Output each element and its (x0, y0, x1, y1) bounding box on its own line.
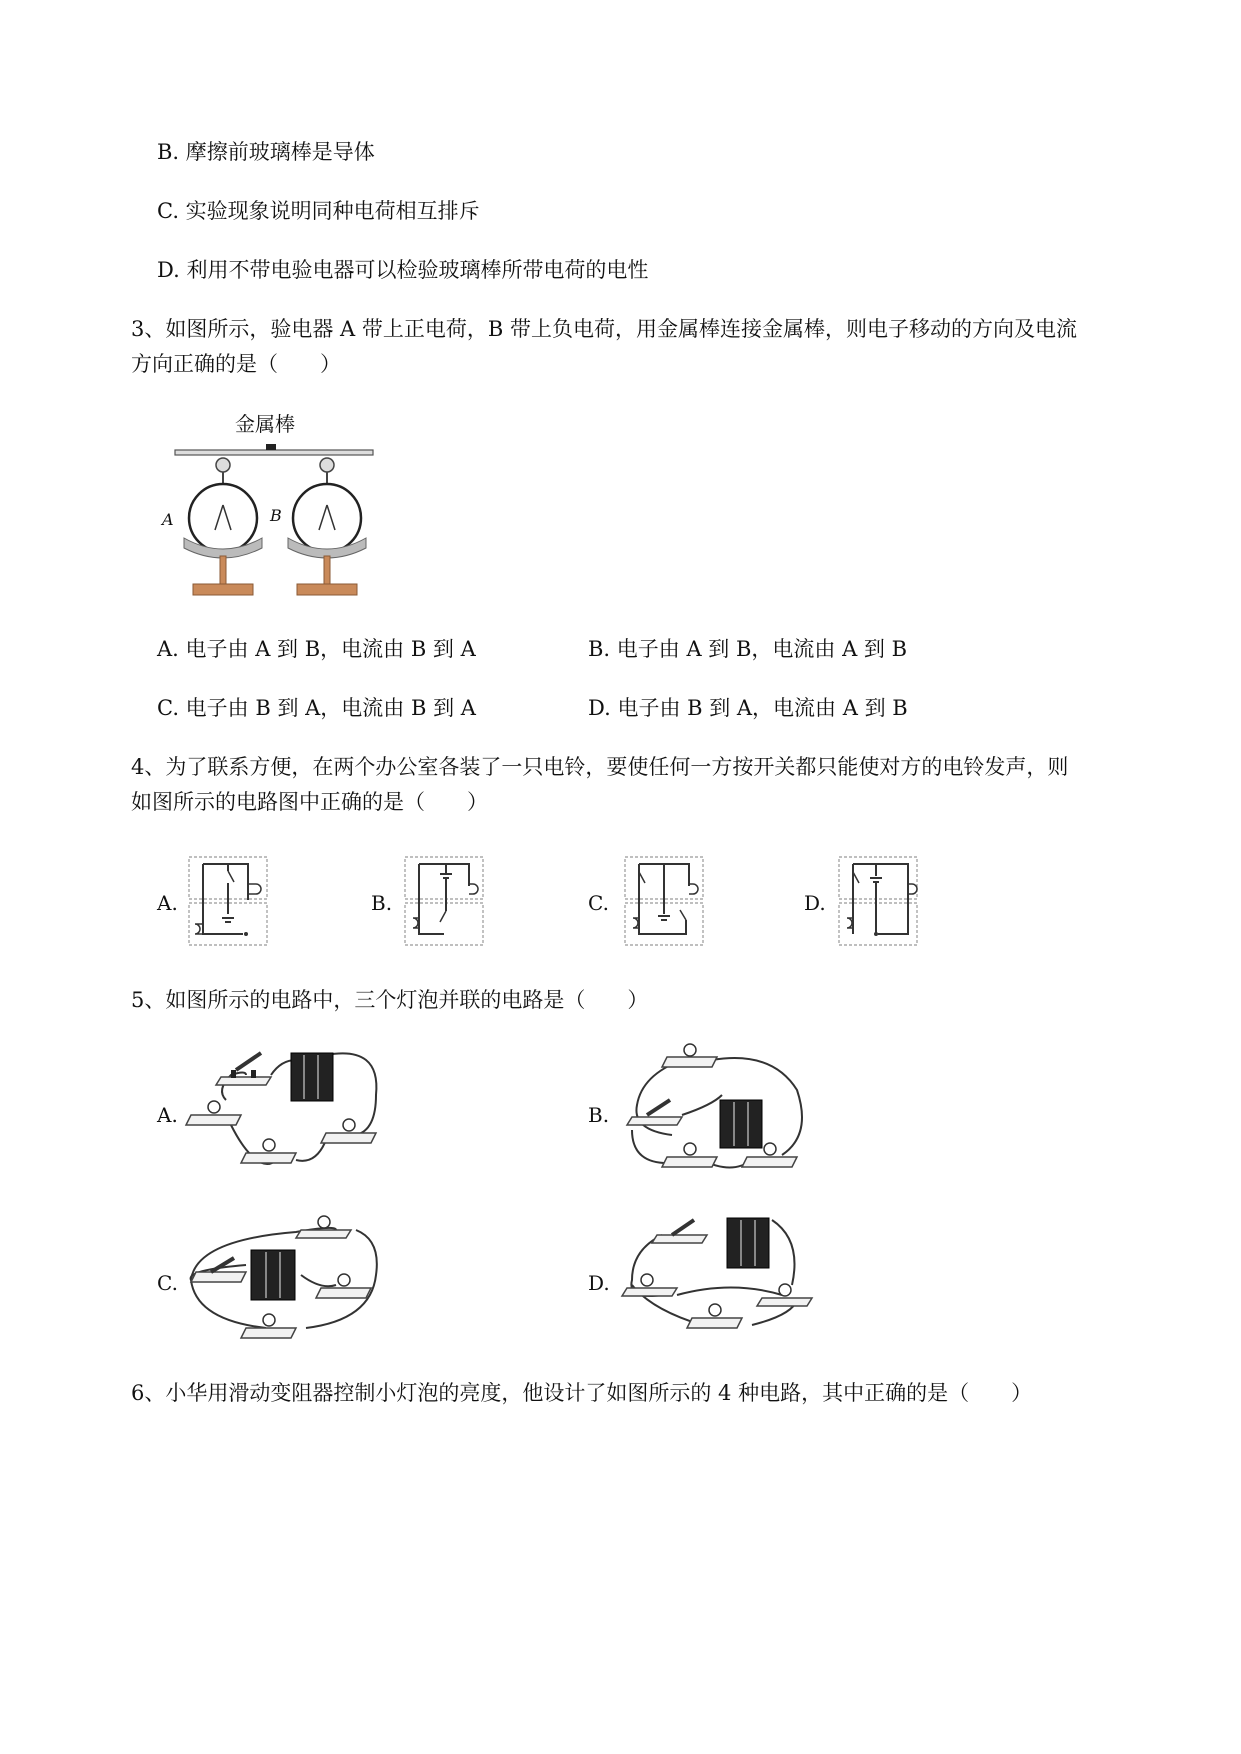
q3-option-c: C. 电子由 B 到 A，电流由 B 到 A (157, 696, 476, 720)
q3-figure-electroscopes (160, 410, 390, 605)
q4-circuit-a (188, 856, 268, 946)
q3-option-b: B. 电子由 A 到 B，电流由 A 到 B (588, 637, 908, 661)
electroscope-a-label: A (162, 510, 174, 529)
q5-circuit-b (622, 1045, 822, 1175)
q3-option-d: D. 电子由 B 到 A，电流由 A 到 B (588, 696, 908, 720)
rod-label: 金属棒 (235, 412, 295, 436)
q4-circuit-d (838, 856, 918, 946)
q4-stem-line1: 4、为了联系方便，在两个办公室各装了一只电铃，要使任何一方按开关都只能使对方的电铃发声，则 (131, 755, 1069, 779)
electroscope-b-label: B (270, 506, 282, 525)
q4-label-c: C. (588, 891, 609, 915)
q5-label-c: C. (157, 1271, 178, 1295)
q3-stem-line1: 3、如图所示，验电器 A 带上正电荷，B 带上负电荷，用金属棒连接金属棒，则电子移动的方向及电流 (131, 317, 1077, 341)
electroscope-drawing (160, 410, 390, 605)
q5-stem: 5、如图所示的电路中，三个灯泡并联的电路是（ ） (131, 988, 649, 1012)
q5-label-a: A. (157, 1103, 178, 1127)
q6-stem: 6、小华用滑动变阻器控制小灯泡的亮度，他设计了如图所示的 4 种电路，其中正确的是（ ） (131, 1381, 1033, 1405)
q5-circuit-c (186, 1210, 386, 1350)
q4-circuit-c (624, 856, 704, 946)
q5-label-d: D. (588, 1271, 610, 1295)
q3-stem-line2: 方向正确的是（ ） (131, 352, 341, 376)
q5-circuit-d (622, 1210, 822, 1350)
q3-option-a: A. 电子由 A 到 B，电流由 B 到 A (157, 637, 476, 661)
q2-option-d: D. 利用不带电验电器可以检验玻璃棒所带电荷的电性 (157, 258, 649, 282)
q4-label-b: B. (371, 891, 393, 915)
q2-option-b: B. 摩擦前玻璃棒是导体 (157, 140, 375, 164)
q4-label-d: D. (804, 891, 826, 915)
q4-stem-line2: 如图所示的电路图中正确的是（ ） (131, 790, 488, 814)
q5-circuit-a (186, 1045, 386, 1175)
q4-circuit-b (404, 856, 484, 946)
q4-label-a: A. (157, 891, 178, 915)
q5-label-b: B. (588, 1103, 610, 1127)
q2-option-c: C. 实验现象说明同种电荷相互排斥 (157, 199, 480, 223)
